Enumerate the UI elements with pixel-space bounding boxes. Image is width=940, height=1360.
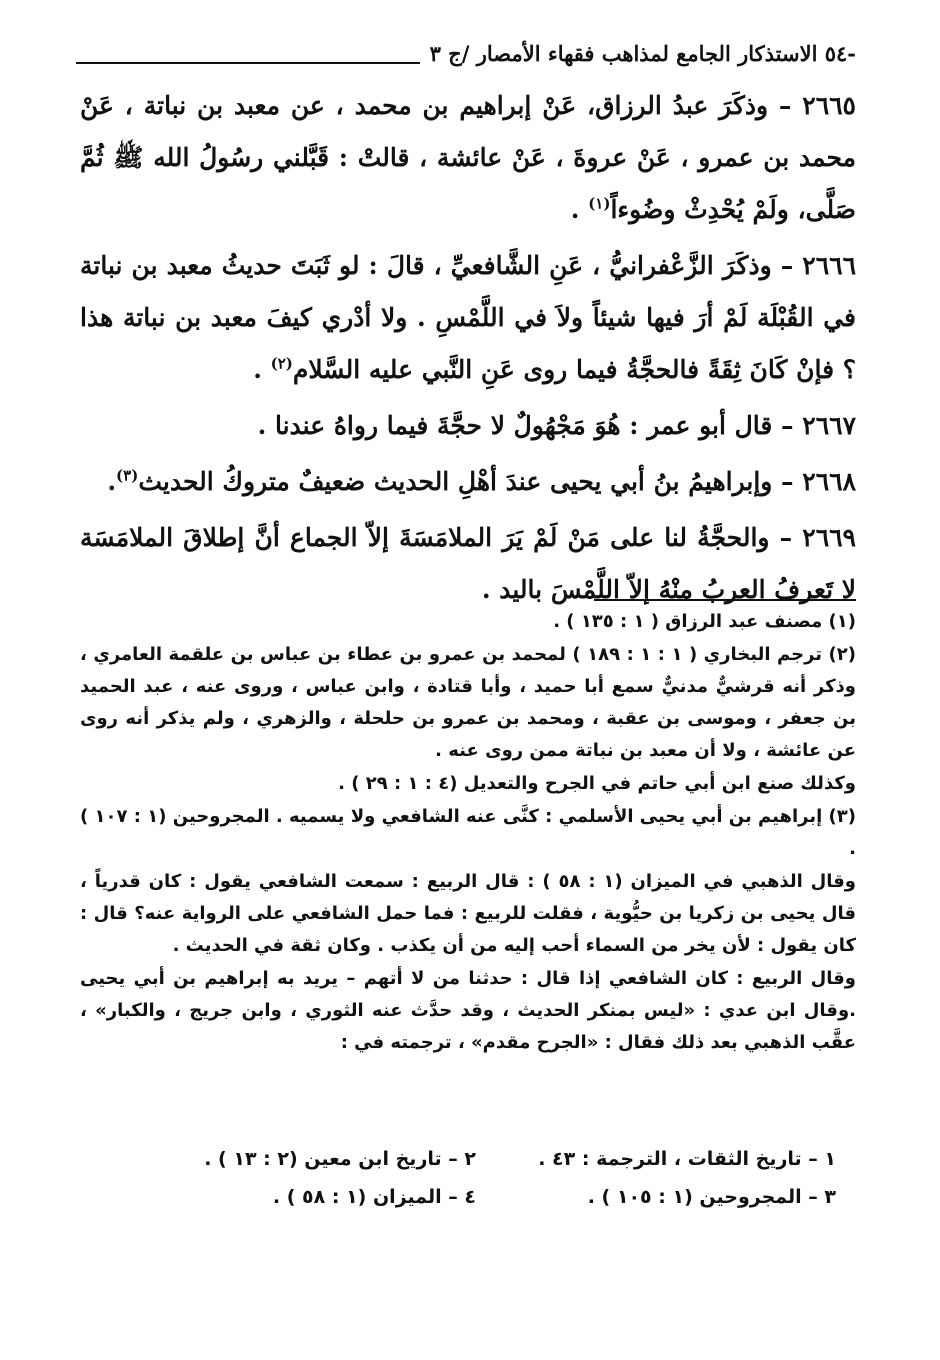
paragraph-text: – قال أبو عمر : هُوَ مَجْهُولٌ لا حجَّةَ فيما رواهُ عندنا . — [257, 411, 794, 440]
reference-item: ٤ – الميزان (١ : ٥٨ ) . — [272, 1186, 476, 1208]
paragraph-number: ٢٦٦٨ — [802, 467, 856, 496]
paragraph-text: – وذكَرَ عبدُ الرزاق، عَنْ إبراهيم بن محمد ، عن معبد بن نباتة ، عَنْ محمد بن عمرو ، عَنْ عروةَ ، عَنْ عائشة ، قالتْ : قَبَّلني رسُولُ الله ﷺ ثُمَّ صَلَّى، ولَمْ يُحْدِثْ وضُوءاً — [80, 91, 856, 224]
paragraph-number: ٢٦٦٦ — [802, 251, 856, 280]
footnote-marker: (١) — [588, 194, 611, 213]
page-header — [76, 40, 856, 70]
paragraph-2665 — [80, 80, 856, 236]
paragraph-2668 — [80, 456, 856, 508]
paragraph-text: – وذكَرَ الزَّعْفرانيُّ ، عَنِ الشَّافعيِّ ، قالَ : لو ثَبَتَ حديثُ معبد بن نباتة في القُبْلَة لَمْ أرَ فيها شيئاً ولاَ في اللَّمْسِ . ولا أدْري كيفَ معبد بن نباتة هذا ؟ فإنْ كَانَ ثِقَةً فالحجَّةُ فيما روى عَنِ النَّبي عليه السَّلام — [80, 251, 856, 384]
reference-list — [116, 1140, 836, 1216]
paragraph-2667 — [80, 400, 856, 452]
paragraph-text: – وإبراهيمُ بنُ أبي يحيى عندَ أهْلِ الحديث ضعيفٌ متروكُ الحديث — [138, 467, 794, 496]
footnote-2-continued: وكذلك صنع ابن أبي حاتم في الجرح والتعديل (٤ : ١ : ٢٩ ) . — [338, 773, 856, 794]
paragraph-end: . — [107, 467, 117, 496]
footnote-marker: (٢) — [270, 354, 293, 373]
paragraph-text: – والحجَّةُ لنا على مَنْ لَمْ يَرَ الملامَسَةَ إلاّ الجماع أنَّ إطلاقَ الملامَسَة لا تَعرفُ العربُ منْهُ إلاّ اللَّمْسَ باليد . — [80, 523, 856, 604]
running-title: -٥٤ الاستذكار الجامع لمذاهب فقهاء الأمصار /ج ٣ — [420, 40, 856, 68]
footnote-2: (٢) ترجم البخاري ( ١ : ١ : ١٨٩ ) لمحمد بن عمرو بن عطاء بن عباس بن علقمة العامري ، وذكر أنه قرشيٌّ مدنيٌّ سمع أبا حميد ، وأبا قتادة ، وابن عباس ، وروى عنه ، عبد الحميد بن جعفر ، وموسى بن عقبة ، ومحمد بن عمرو بن حلحلة ، والزهري ، ولم يذكر أنه روى عن عائشة ، ولا أن معبد بن نباتة ممن روى عنه . — [80, 644, 857, 761]
reference-item: ٣ – المجروحين (١ : ١٠٥ ) . — [587, 1186, 836, 1208]
reference-item: ٢ – تاريخ ابن معين (٢ : ١٣ ) . — [204, 1148, 476, 1170]
footnote-divider — [594, 599, 856, 601]
footnote-3-rabi: وقال الربيع : كان الشافعي إذا قال : حدثنا من لا أتهم – يريد به إبراهيم بن أبي يحيى .وقال ابن عدي : «ليس بمنكر الحديث ، وقد حدَّث عنه الثوري ، وابن جريج ، والكبار» ، عقَّب الذهبي بعد ذلك فقال : «الجرح مقدم» ، ترجمته في : — [80, 968, 856, 1053]
main-text — [80, 80, 856, 620]
footnote-3-dhahabi: وقال الذهبي في الميزان (١ : ٥٨ ) : قال الربيع : سمعت الشافعي يقول : كان قدرياً ، قال يحيى بن زكريا بن حيُّوية ، فقلت للربيع : فما حمل الشافعي على الرواية عنه؟ قال : كان يقول : لأن يخر من السماء أحب إليه من أن يكذب . وكان ثقة في الحديث . — [80, 871, 856, 956]
reference-row — [116, 1140, 836, 1178]
paragraph-number: ٢٦٦٩ — [802, 523, 856, 552]
reference-row — [116, 1178, 836, 1216]
paragraph-number: ٢٦٦٥ — [802, 91, 856, 120]
paragraph-end: . — [570, 195, 589, 224]
paragraph-end: . — [253, 355, 271, 384]
footnote-3: (٣) إبراهيم بن أبي يحيى الأسلمي : كنَّى عنه الشافعي ولا يسميه . المجروحين (١ : ١٠٧ ) . — [80, 806, 857, 859]
footnote-marker: (٣) — [116, 466, 139, 485]
footnotes — [80, 606, 856, 1060]
footnote-1: (١) مصنف عبد الرزاق ( ١ : ١٣٥ ) . — [553, 611, 856, 632]
paragraph-number: ٢٦٦٧ — [802, 411, 856, 440]
paragraph-2666 — [80, 240, 856, 396]
reference-item: ١ – تاريخ الثقات ، الترجمة : ٤٣ . — [538, 1148, 836, 1170]
